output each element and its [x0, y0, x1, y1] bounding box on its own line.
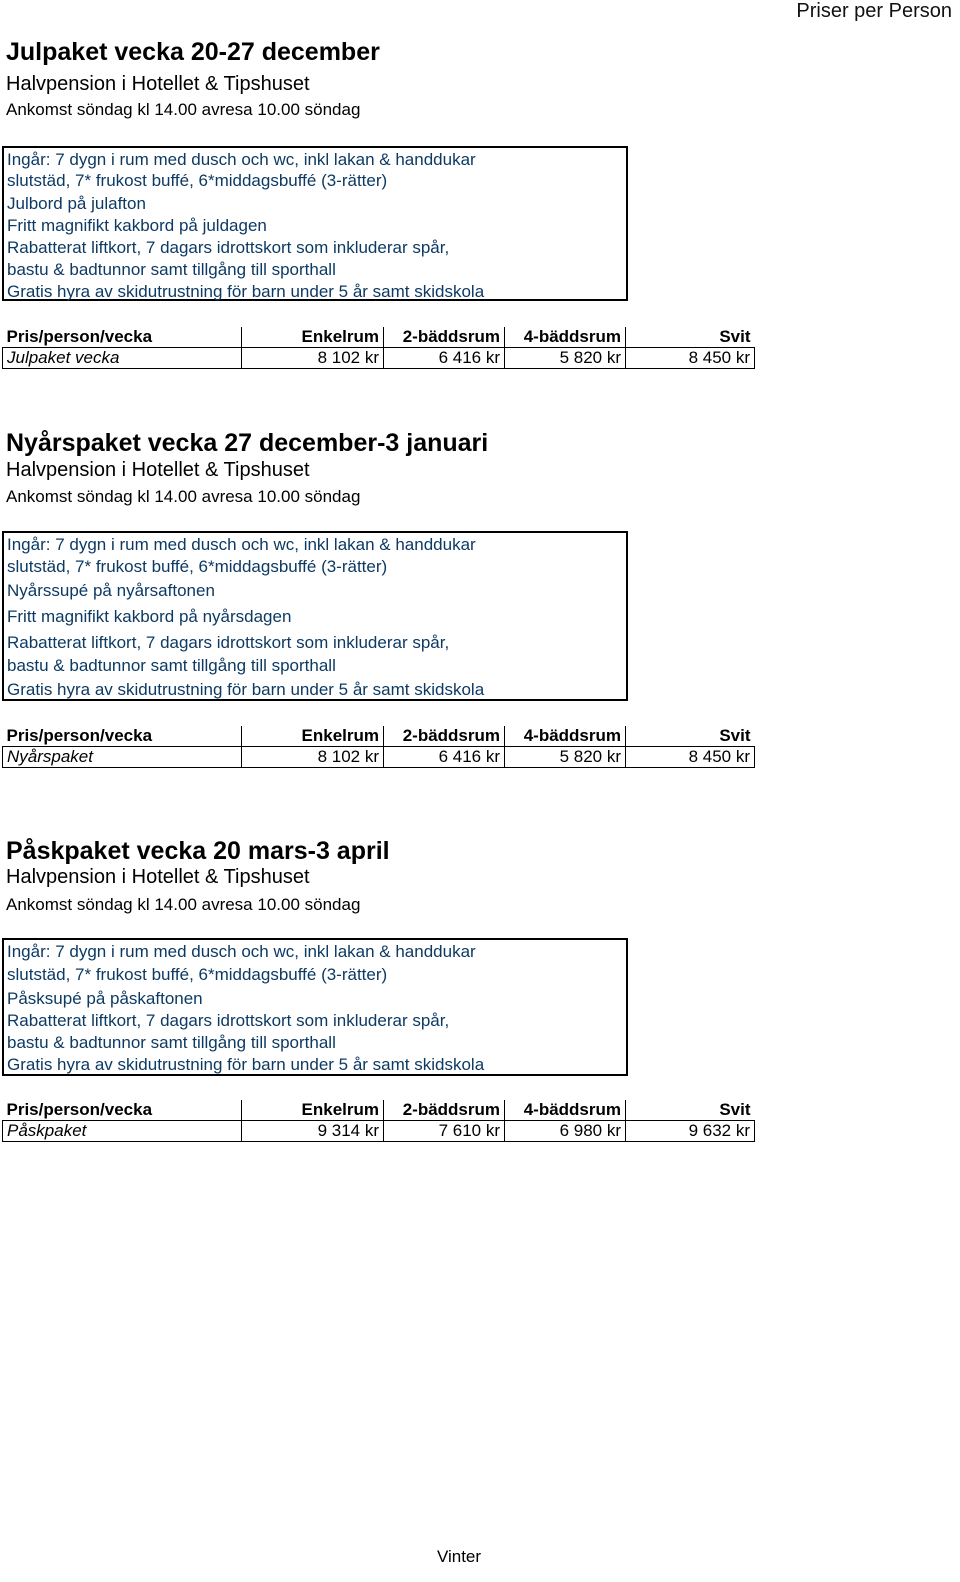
package-subtitle: Halvpension i Hotellet & Tipshuset	[6, 866, 310, 888]
price-4-baddsrum: 6 980 kr	[505, 1121, 626, 1142]
includes-box	[2, 938, 628, 1076]
includes-line: Rabatterat liftkort, 7 dagars idrottskort som inkluderar spår,	[7, 633, 450, 652]
includes-line: slutstäd, 7* frukost buffé, 6*middagsbuffé (3-rätter)	[7, 171, 388, 190]
includes-box	[2, 146, 628, 301]
includes-line: Fritt magnifikt kakbord på juldagen	[7, 216, 267, 235]
includes-line: bastu & badtunnor samt tillgång till sporthall	[7, 1033, 336, 1052]
table-row	[3, 348, 755, 369]
price-table	[2, 327, 755, 369]
price-svit: 8 450 kr	[626, 747, 755, 768]
price-table-header	[3, 726, 755, 747]
column-header: 2-bäddsrum	[384, 726, 505, 747]
package-subtitle: Halvpension i Hotellet & Tipshuset	[6, 459, 310, 481]
price-table-header	[3, 327, 755, 348]
includes-line: Rabatterat liftkort, 7 dagars idrottskort som inkluderar spår,	[7, 1011, 450, 1030]
package-name-cell: Nyårspaket	[3, 747, 242, 768]
includes-line: Rabatterat liftkort, 7 dagars idrottskort som inkluderar spår,	[7, 238, 450, 257]
column-header: Pris/person/vecka	[3, 726, 242, 747]
price-4-baddsrum: 5 820 kr	[505, 747, 626, 768]
column-header: Pris/person/vecka	[3, 1100, 242, 1121]
price-2-baddsrum: 7 610 kr	[384, 1121, 505, 1142]
includes-line: Julbord på julafton	[7, 194, 146, 213]
price-svit: 8 450 kr	[626, 348, 755, 369]
table-row	[3, 1121, 755, 1142]
includes-line: Fritt magnifikt kakbord på nyårsdagen	[7, 607, 292, 626]
price-enkelrum: 9 314 kr	[242, 1121, 384, 1142]
package-title: Nyårspaket vecka 27 december-3 januari	[6, 429, 489, 457]
includes-line: slutstäd, 7* frukost buffé, 6*middagsbuffé (3-rätter)	[7, 965, 388, 984]
price-table-header	[3, 1100, 755, 1121]
column-header: Enkelrum	[242, 327, 384, 348]
price-4-baddsrum: 5 820 kr	[505, 348, 626, 369]
price-table	[2, 726, 755, 768]
price-svit: 9 632 kr	[626, 1121, 755, 1142]
column-header: 4-bäddsrum	[505, 726, 626, 747]
column-header: Pris/person/vecka	[3, 327, 242, 348]
price-2-baddsrum: 6 416 kr	[384, 747, 505, 768]
column-header: 4-bäddsrum	[505, 1100, 626, 1121]
includes-line: Gratis hyra av skidutrustning för barn under 5 år samt skidskola	[7, 282, 485, 301]
includes-line: slutstäd, 7* frukost buffé, 6*middagsbuffé (3-rätter)	[7, 557, 388, 576]
includes-line: Ingår: 7 dygn i rum med dusch och wc, inkl lakan & handdukar	[7, 942, 476, 961]
column-header: Svit	[626, 1100, 755, 1121]
includes-line: Ingår: 7 dygn i rum med dusch och wc, inkl lakan & handdukar	[7, 535, 476, 554]
price-enkelrum: 8 102 kr	[242, 747, 384, 768]
column-header: 2-bäddsrum	[384, 327, 505, 348]
table-row	[3, 747, 755, 768]
includes-box	[2, 531, 628, 701]
page-footer-label: Vinter	[436, 1547, 482, 1566]
column-header: 2-bäddsrum	[384, 1100, 505, 1121]
includes-line: bastu & badtunnor samt tillgång till sporthall	[7, 260, 336, 279]
column-header: Svit	[626, 327, 755, 348]
includes-line: Gratis hyra av skidutrustning för barn under 5 år samt skidskola	[7, 1055, 485, 1074]
includes-line: Nyårssupé på nyårsaftonen	[7, 581, 215, 600]
price-table	[2, 1100, 755, 1142]
package-arrival: Ankomst söndag kl 14.00 avresa 10.00 söndag	[6, 100, 361, 119]
includes-line: Gratis hyra av skidutrustning för barn under 5 år samt skidskola	[7, 680, 485, 699]
price-2-baddsrum: 6 416 kr	[384, 348, 505, 369]
includes-line: bastu & badtunnor samt tillgång till sporthall	[7, 656, 336, 675]
price-enkelrum: 8 102 kr	[242, 348, 384, 369]
column-header: Enkelrum	[242, 1100, 384, 1121]
column-header: 4-bäddsrum	[505, 327, 626, 348]
includes-line: Påsksupé på påskaftonen	[7, 989, 203, 1008]
package-name-cell: Julpaket vecka	[3, 348, 242, 369]
package-arrival: Ankomst söndag kl 14.00 avresa 10.00 söndag	[6, 487, 361, 506]
package-name-cell: Påskpaket	[3, 1121, 242, 1142]
package-title: Julpaket vecka 20-27 december	[6, 38, 380, 66]
includes-line: Ingår: 7 dygn i rum med dusch och wc, inkl lakan & handdukar	[7, 150, 476, 169]
package-title: Påskpaket vecka 20 mars-3 april	[6, 837, 390, 865]
column-header: Svit	[626, 726, 755, 747]
page-header-title: Priser per Person	[796, 0, 952, 22]
package-subtitle: Halvpension i Hotellet & Tipshuset	[6, 73, 310, 95]
package-arrival: Ankomst söndag kl 14.00 avresa 10.00 söndag	[6, 895, 361, 914]
column-header: Enkelrum	[242, 726, 384, 747]
